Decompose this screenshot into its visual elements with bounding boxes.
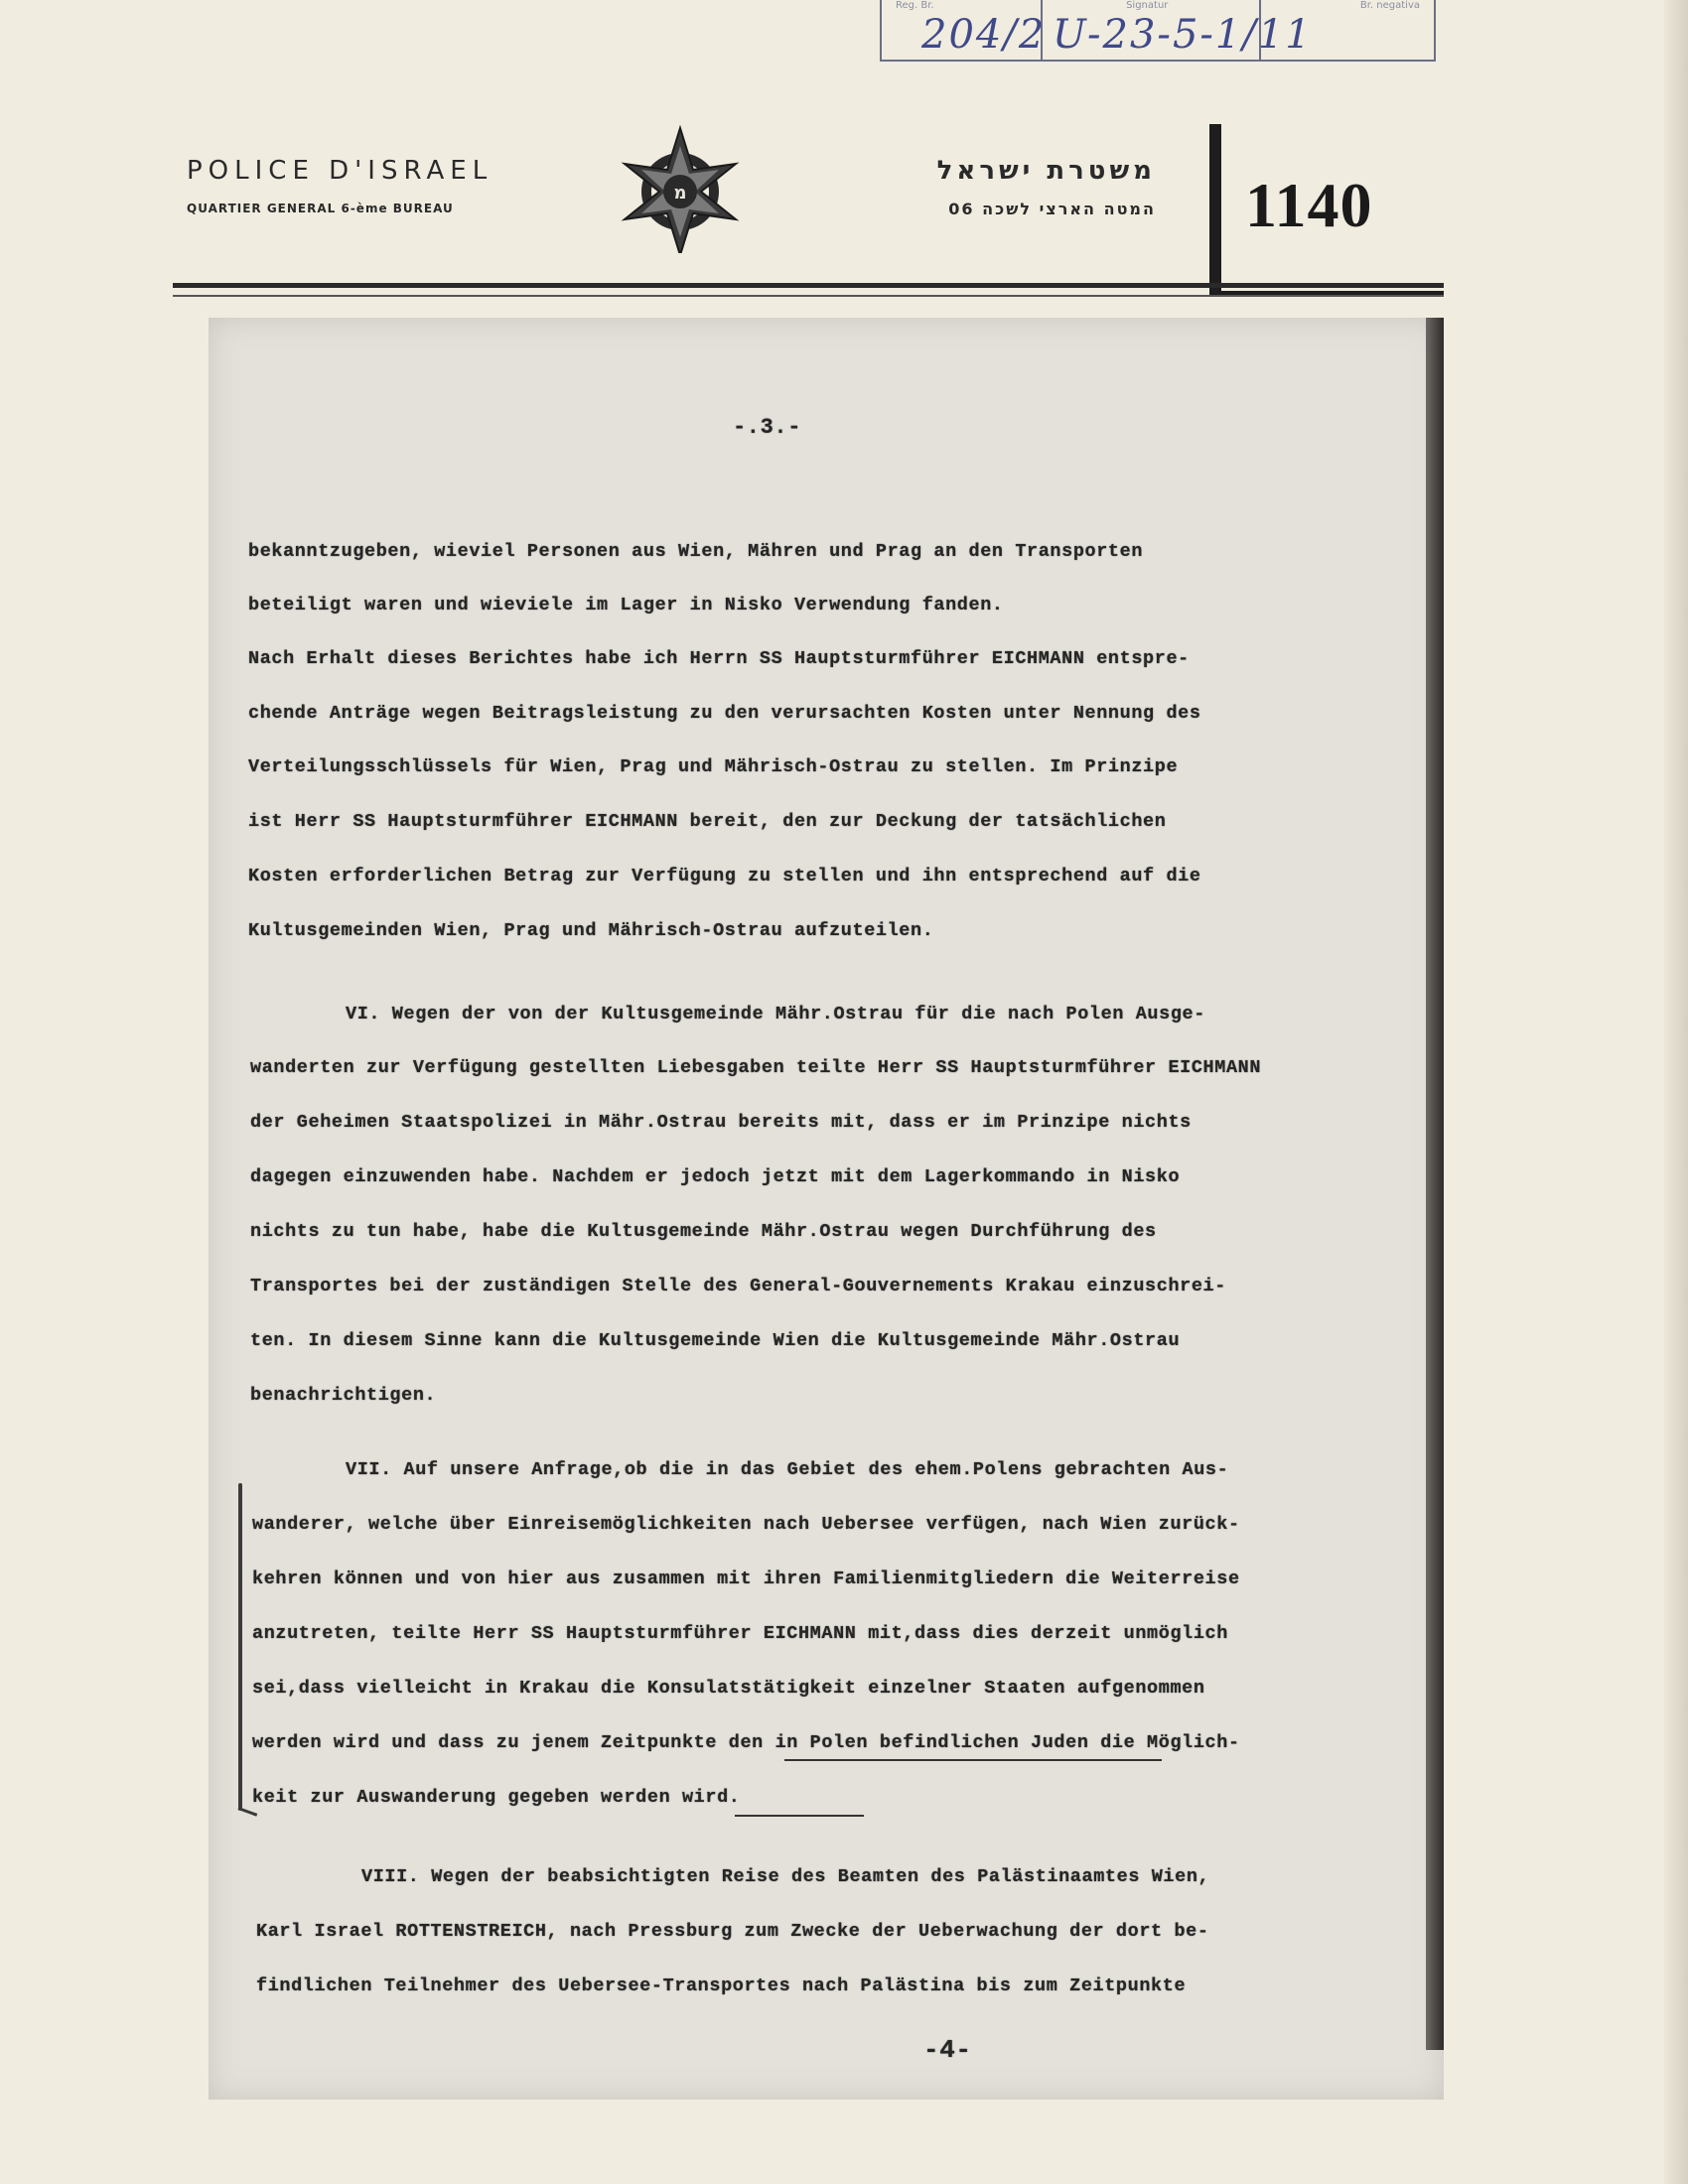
text-line: keit zur Auswanderung gegeben werden wird. bbox=[252, 1787, 741, 1808]
text-line: nichts zu tun habe, habe die Kultusgemeinde Mähr.Ostrau wegen Durchführung des bbox=[250, 1221, 1157, 1242]
handwritten-underline bbox=[735, 1815, 864, 1817]
text-line: ist Herr SS Hauptsturmführer EICHMANN bereit, den zur Deckung der tatsächlichen bbox=[248, 811, 1167, 832]
text-line: wanderer, welche über Einreisemöglichkeiten nach Uebersee verfügen, nach Wien zurück- bbox=[252, 1514, 1240, 1535]
text-line: wanderten zur Verfügung gestellten Liebesgaben teilte Herr SS Hauptsturmführer EICHMANN bbox=[250, 1057, 1262, 1078]
letterhead-subtitle-fr: QUARTIER GENERAL 6-ème BUREAU bbox=[187, 202, 454, 215]
text-line: der Geheimen Staatspolizei in Mähr.Ostrau bereits mit, dass er im Prinzipe nichts bbox=[250, 1112, 1192, 1133]
handwritten-margin-bracket bbox=[238, 1483, 242, 1811]
letterhead bbox=[173, 124, 1444, 323]
page-marker: -.3.- bbox=[733, 415, 802, 440]
text-line: dagegen einzuwenden habe. Nachdem er jedoch jetzt mit dem Lagerkommando in Nisko bbox=[250, 1166, 1181, 1187]
text-line: sei,dass vielleicht in Krakau die Konsulatstätigkeit einzelner Staaten aufgenommen bbox=[252, 1678, 1205, 1699]
next-page-marker: -4- bbox=[923, 2035, 972, 2065]
text-line: findlichen Teilnehmer des Uebersee-Transportes nach Palästina bis zum Zeitpunkte bbox=[256, 1976, 1187, 1996]
text-line: VII. Auf unsere Anfrage,ob die in das Gebiet des ehem.Polens gebrachten Aus- bbox=[346, 1459, 1229, 1480]
police-star-emblem-icon bbox=[616, 124, 745, 253]
handwritten-underline bbox=[784, 1759, 1162, 1761]
letterhead-title-he: משטרת ישראל bbox=[936, 156, 1156, 186]
text-line: Verteilungsschlüssels für Wien, Prag und Mährisch-Ostrau zu stellen. Im Prinzipe bbox=[248, 756, 1179, 777]
letterhead-rule bbox=[173, 283, 1444, 288]
text-line: kehren können und von hier aus zusammen mit ihren Familienmitgliedern die Weiterreise bbox=[252, 1569, 1240, 1589]
text-line: bekanntzugeben, wieviel Personen aus Wien, Mähren und Prag an den Transporten bbox=[248, 541, 1144, 562]
text-line: VI. Wegen der von der Kultusgemeinde Mähr.Ostrau für die nach Polen Ausge- bbox=[346, 1004, 1205, 1024]
text-line: VIII. Wegen der beabsichtigten Reise des Beamten des Palästinaamtes Wien, bbox=[361, 1866, 1210, 1887]
text-line: Nach Erhalt dieses Berichtes habe ich Herrn SS Hauptsturmführer EICHMANN entspre- bbox=[248, 648, 1190, 669]
letterhead-title-fr: POLICE D'ISRAEL bbox=[187, 156, 493, 186]
letterhead-rule-secondary bbox=[173, 295, 1444, 297]
text-line: Kosten erforderlichen Betrag zur Verfügung zu stellen und ihn entsprechend auf die bbox=[248, 866, 1201, 887]
text-line: werden wird und dass zu jenem Zeitpunkte den in Polen befindlichen Juden die Möglich- bbox=[252, 1732, 1240, 1753]
archive-label-left: Reg. Br. bbox=[896, 0, 934, 11]
archive-ref-right: U-23-5-1/11 bbox=[1053, 12, 1313, 58]
photocopy-edge-shadow bbox=[1426, 318, 1444, 2050]
text-line: Transportes bei der zuständigen Stelle des General-Gouvernements Krakau einzuschrei- bbox=[250, 1276, 1226, 1297]
text-line: benachrichtigen. bbox=[250, 1385, 437, 1406]
text-line: anzutreten, teilte Herr SS Hauptsturmführer EICHMANN mit,dass dies derzeit unmöglich bbox=[252, 1623, 1228, 1644]
text-line: ten. In diesem Sinne kann die Kultusgemeinde Wien die Kultusgemeinde Mähr.Ostrau bbox=[250, 1330, 1181, 1351]
letterhead-subtitle-he: המטה הארצי לשכה 06 bbox=[948, 200, 1156, 218]
document-number: 1140 bbox=[1245, 170, 1373, 240]
paper-edge bbox=[1664, 0, 1688, 2184]
text-line: Kultusgemeinden Wien, Prag und Mährisch-Ostrau aufzuteilen. bbox=[248, 920, 934, 941]
number-box-rule bbox=[1209, 124, 1221, 295]
archive-label-right: Br. negativa bbox=[1359, 0, 1420, 11]
svg-text:מ: מ bbox=[673, 183, 687, 204]
text-line: beteiligt waren und wieviele im Lager in Nisko Verwendung fanden. bbox=[248, 595, 1004, 615]
archive-label-mid: Signatur bbox=[1126, 0, 1169, 11]
text-line: chende Anträge wegen Beitragsleistung zu den verursachten Kosten unter Nennung des bbox=[248, 703, 1201, 724]
archive-ref-left: 204/2 bbox=[921, 12, 1047, 58]
photocopy-body bbox=[209, 318, 1444, 2100]
text-line: Karl Israel ROTTENSTREICH, nach Pressburg zum Zwecke der Ueberwachung der dort be- bbox=[256, 1921, 1209, 1942]
